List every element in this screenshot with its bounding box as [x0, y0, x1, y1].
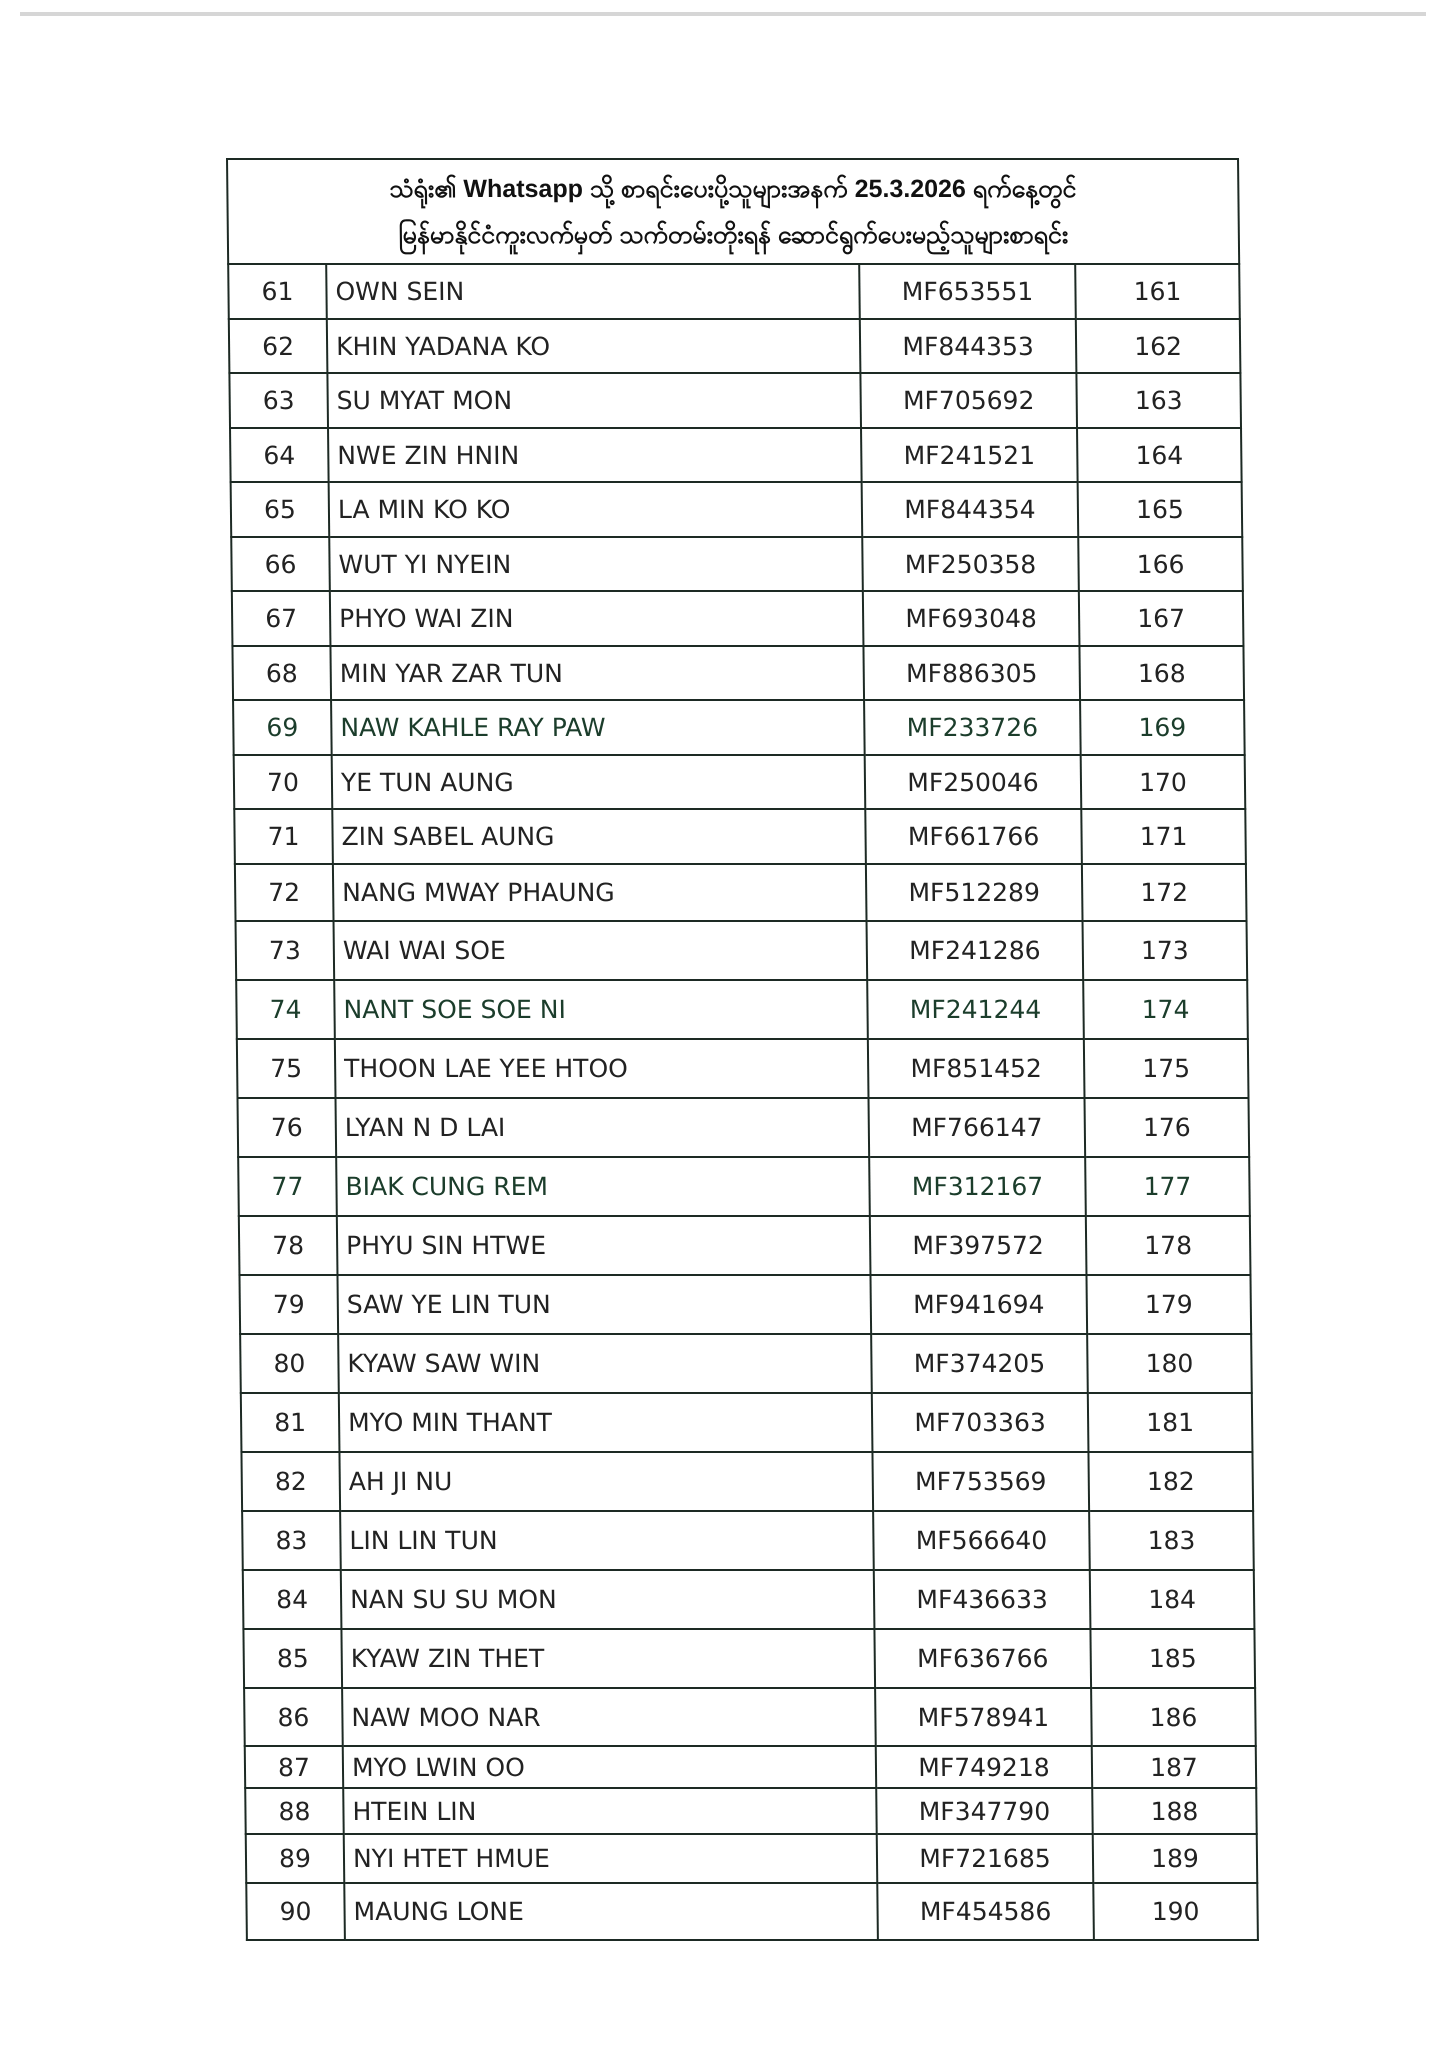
passport-number: MF250046	[865, 755, 1082, 809]
applicant-name: NWE ZIN HNIN	[328, 428, 862, 482]
applicant-name: MYO MIN THANT	[339, 1393, 873, 1452]
row-number: 72	[235, 864, 334, 921]
passport-number: MF703363	[872, 1393, 1089, 1452]
row-number: 88	[245, 1788, 344, 1834]
applicant-name: THOON LAE YEE HTOO	[335, 1039, 869, 1098]
passport-number: MF749218	[876, 1746, 1092, 1788]
row-number: 84	[243, 1570, 342, 1629]
sequence-number: 169	[1080, 700, 1245, 755]
passport-number: MF241521	[861, 428, 1078, 482]
applicant-name: MIN YAR ZAR TUN	[330, 646, 864, 700]
sequence-number: 183	[1089, 1511, 1254, 1570]
table-row	[239, 1216, 1251, 1275]
row-number: 80	[240, 1334, 339, 1393]
table-row	[232, 591, 1244, 646]
passport-number: MF347790	[876, 1788, 1093, 1834]
applicant-name: AH JI NU	[339, 1452, 873, 1511]
passport-number: MF844354	[862, 482, 1079, 537]
passport-number: MF241286	[867, 921, 1084, 980]
table-row	[239, 1275, 1251, 1334]
passport-number: MF241244	[867, 980, 1084, 1039]
passport-number: MF436633	[874, 1570, 1091, 1629]
applicant-name: PHYO WAI ZIN	[330, 591, 864, 646]
table-title	[227, 159, 1239, 264]
passport-list-table-wrapper	[226, 158, 1257, 1941]
applicant-name: NAN SU SU MON	[341, 1570, 875, 1629]
applicant-name: WUT YI NYEIN	[329, 537, 863, 591]
sequence-number: 181	[1088, 1393, 1253, 1452]
row-number: 78	[239, 1216, 338, 1275]
row-number: 81	[241, 1393, 340, 1452]
applicant-name: KHIN YADANA KO	[327, 319, 861, 373]
row-number: 69	[233, 700, 332, 755]
applicant-name: WAI WAI SOE	[334, 921, 868, 980]
applicant-name: NAW KAHLE RAY PAW	[331, 700, 865, 755]
applicant-name: BIAK CUNG REM	[336, 1157, 870, 1216]
row-number: 86	[244, 1688, 343, 1746]
applicant-name: PHYU SIN HTWE	[337, 1216, 871, 1275]
sequence-number: 163	[1076, 373, 1241, 428]
row-number: 85	[243, 1629, 342, 1688]
passport-number: MF886305	[863, 646, 1080, 700]
row-number: 82	[241, 1452, 340, 1511]
table-row	[244, 1688, 1256, 1746]
sequence-number: 188	[1092, 1788, 1257, 1834]
row-number: 79	[239, 1275, 338, 1334]
passport-number: MF753569	[872, 1452, 1089, 1511]
row-number: 89	[246, 1834, 345, 1883]
sequence-number: 185	[1090, 1629, 1255, 1688]
sequence-number: 170	[1081, 755, 1246, 809]
table-row	[242, 1511, 1254, 1570]
applicant-name: KYAW SAW WIN	[338, 1334, 872, 1393]
passport-number: MF566640	[873, 1511, 1090, 1570]
passport-number: MF636766	[874, 1629, 1091, 1688]
row-number: 75	[237, 1039, 336, 1098]
table-row	[241, 1393, 1253, 1452]
applicant-name: KYAW ZIN THET	[341, 1629, 875, 1688]
sequence-number: 161	[1075, 264, 1240, 319]
passport-number: MF851452	[868, 1039, 1085, 1098]
table-row	[232, 646, 1244, 700]
table-row	[229, 319, 1241, 373]
passport-number: MF312167	[869, 1157, 1086, 1216]
table-row	[230, 428, 1242, 482]
sequence-number: 180	[1087, 1334, 1252, 1393]
table-row	[246, 1883, 1258, 1940]
table-row	[238, 1157, 1250, 1216]
row-number: 83	[242, 1511, 341, 1570]
passport-number: MF397572	[870, 1216, 1087, 1275]
row-number: 63	[229, 373, 328, 428]
applicant-name: MYO LWIN OO	[343, 1746, 876, 1788]
row-number: 90	[246, 1883, 345, 1940]
table-row	[240, 1334, 1252, 1393]
passport-list-table	[226, 158, 1259, 1941]
table-header-row	[227, 159, 1239, 264]
sequence-number: 177	[1085, 1157, 1250, 1216]
row-number: 62	[229, 319, 328, 373]
table-row	[229, 373, 1241, 428]
row-number: 71	[234, 809, 333, 864]
sequence-number: 184	[1090, 1570, 1255, 1629]
title-line-1: သံရုံး၏ Whatsapp သို့ စာရင်းပေးပို့သူများအနက် 25.3.2026 ရက်နေ့တွင်	[389, 174, 1077, 203]
applicant-name: OWN SEIN	[326, 264, 860, 319]
sequence-number: 167	[1079, 591, 1244, 646]
title-line-2: မြန်မာနိုင်ငံကူးလက်မှတ် သက်တမ်းတိုးရန် ဆောင်ရွက်ပေးမည့်သူများစာရင်း	[398, 220, 1069, 249]
table-row	[238, 1098, 1250, 1157]
table-row	[243, 1629, 1255, 1688]
passport-number: MF661766	[865, 809, 1082, 864]
sequence-number: 178	[1086, 1216, 1251, 1275]
row-number: 65	[231, 482, 330, 537]
table-row	[233, 700, 1245, 755]
sequence-number: 166	[1078, 537, 1243, 591]
sequence-number: 168	[1079, 646, 1244, 700]
applicant-name: YE TUN AUNG	[332, 755, 866, 809]
sequence-number: 182	[1088, 1452, 1253, 1511]
table-row	[235, 864, 1247, 921]
passport-number: MF454586	[877, 1883, 1094, 1940]
applicant-name: MAUNG LONE	[344, 1883, 878, 1940]
table-row	[245, 1788, 1257, 1834]
row-number: 74	[236, 980, 335, 1039]
passport-number: MF374205	[871, 1334, 1088, 1393]
passport-number: MF233726	[864, 700, 1081, 755]
applicant-name: NANT SOE SOE NI	[334, 980, 868, 1039]
passport-number: MF653551	[859, 264, 1076, 319]
applicant-name: NYI HTET HMUE	[344, 1834, 878, 1883]
sequence-number: 174	[1083, 980, 1248, 1039]
sequence-number: 164	[1077, 428, 1242, 482]
applicant-name: SU MYAT MON	[327, 373, 861, 428]
passport-number: MF721685	[877, 1834, 1094, 1883]
applicant-name: HTEIN LIN	[343, 1788, 877, 1834]
applicant-name: LIN LIN TUN	[340, 1511, 874, 1570]
applicant-name: SAW YE LIN TUN	[337, 1275, 871, 1334]
table-row	[231, 537, 1243, 591]
row-number: 61	[228, 264, 327, 319]
sequence-number: 165	[1078, 482, 1243, 537]
applicant-name: ZIN SABEL AUNG	[332, 809, 866, 864]
sequence-number: 173	[1083, 921, 1248, 980]
passport-number: MF578941	[875, 1688, 1092, 1746]
sequence-number: 186	[1091, 1688, 1256, 1746]
sequence-number: 189	[1093, 1834, 1258, 1883]
table-row	[234, 809, 1246, 864]
passport-number: MF941694	[870, 1275, 1087, 1334]
passport-number: MF705692	[860, 373, 1077, 428]
row-number: 76	[238, 1098, 337, 1157]
applicant-name: NAW MOO NAR	[342, 1688, 876, 1746]
table-row	[236, 921, 1248, 980]
passport-number: MF693048	[863, 591, 1080, 646]
sequence-number: 179	[1086, 1275, 1251, 1334]
row-number: 68	[232, 646, 331, 700]
passport-number: MF844353	[860, 319, 1077, 373]
applicant-name: LA MIN KO KO	[329, 482, 863, 537]
table-row	[236, 980, 1248, 1039]
table-row	[228, 264, 1240, 319]
row-number: 66	[231, 537, 330, 591]
sequence-number: 172	[1082, 864, 1247, 921]
row-number: 77	[238, 1157, 337, 1216]
row-number: 67	[232, 591, 331, 646]
table-row	[231, 482, 1243, 537]
sequence-number: 175	[1084, 1039, 1249, 1098]
table-row	[237, 1039, 1249, 1098]
row-number: 64	[230, 428, 329, 482]
sequence-number: 171	[1081, 809, 1246, 864]
table-row	[241, 1452, 1253, 1511]
table-row	[245, 1746, 1257, 1788]
passport-number: MF250358	[862, 537, 1079, 591]
passport-number: MF766147	[869, 1098, 1086, 1157]
table-row	[234, 755, 1246, 809]
scan-edge-line	[20, 12, 1426, 16]
table-row	[243, 1570, 1255, 1629]
row-number: 70	[234, 755, 333, 809]
row-number: 87	[245, 1746, 343, 1788]
applicant-name: NANG MWAY PHAUNG	[333, 864, 867, 921]
sequence-number: 190	[1093, 1883, 1258, 1940]
table-row	[246, 1834, 1258, 1883]
sequence-number: 187	[1092, 1746, 1257, 1788]
sequence-number: 162	[1076, 319, 1241, 373]
row-number: 73	[236, 921, 335, 980]
applicant-name: LYAN N D LAI	[336, 1098, 870, 1157]
passport-number: MF512289	[866, 864, 1083, 921]
sequence-number: 176	[1085, 1098, 1250, 1157]
